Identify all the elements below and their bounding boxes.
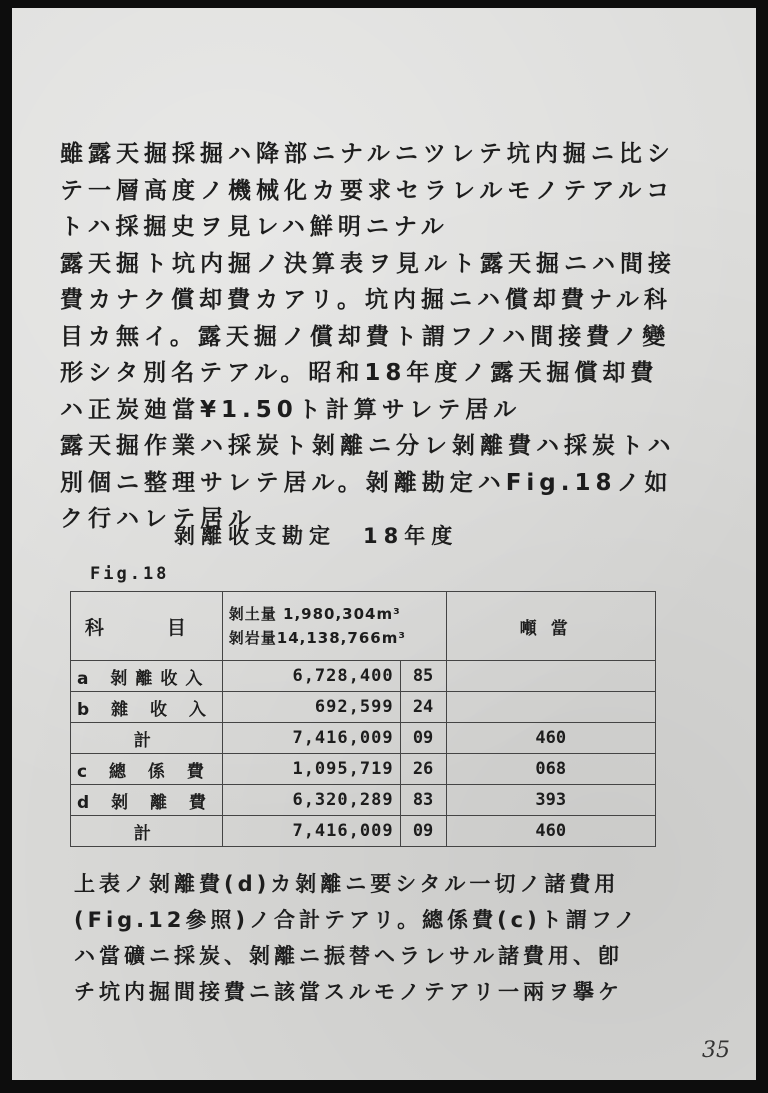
text-line: ハ當礦ニ採炭、剝離ニ振替ヘラレサル諸費用、卽 [74, 944, 623, 968]
row-fraction: 85 [400, 661, 446, 692]
row-note [446, 692, 655, 723]
text-line: 上表ノ剝離費(d)カ剝離ニ要シタル一切ノ諸費用 [74, 872, 620, 896]
after-table-text [74, 866, 694, 1010]
row-item: 計 [71, 816, 223, 847]
row-amount: 692,599 [222, 692, 400, 723]
row-note [446, 661, 655, 692]
row-amount: 6,320,289 [222, 785, 400, 816]
row-note: 460 [446, 723, 655, 754]
table-header-row [71, 592, 656, 661]
row-fraction: 09 [400, 816, 446, 847]
row-amount: 7,416,009 [222, 816, 400, 847]
row-item: d 剝 離 費 [71, 785, 223, 816]
body-text [60, 136, 676, 538]
text-line: 目カ無イ。露天掘ノ償却費ト謂フノハ間接費ノ變 [60, 323, 671, 350]
table-row [71, 692, 656, 723]
header-item: 科 目 [71, 592, 223, 661]
row-amount: 7,416,009 [222, 723, 400, 754]
row-item: b 雜 收 入 [71, 692, 223, 723]
text-line: トハ採掘史ヲ見レハ鮮明ニナル [60, 214, 449, 240]
header-values [222, 592, 446, 661]
row-fraction: 83 [400, 785, 446, 816]
row-item: 計 [71, 723, 223, 754]
row-note: 068 [446, 754, 655, 785]
ledger-table [70, 591, 656, 847]
figure-label: Fig.18 [90, 564, 170, 584]
row-fraction: 26 [400, 754, 446, 785]
row-fraction: 24 [400, 692, 446, 723]
table-row [71, 816, 656, 847]
text-line: 費カナク償却費カアリ。坑内掘ニハ償却費ナル科 [60, 287, 672, 313]
text-line: テ一層高度ノ機械化カ要求セラレルモノテアルコ [60, 177, 675, 204]
text-line: 形シタ別名テアル。昭和18年度ノ露天掘償却費 [60, 360, 659, 386]
header-note: 噸當 [446, 592, 655, 661]
table-row [71, 754, 656, 785]
row-amount: 1,095,719 [222, 754, 400, 785]
page-number: 35 [702, 1038, 730, 1063]
text-line: 露天掘ト坑内掘ノ決算表ヲ見ルト露天掘ニハ間接 [60, 250, 676, 277]
text-line: 雖露天掘採掘ハ降部ニナルニツレテ坑内掘ニ比シ [60, 141, 675, 167]
text-line: 露天掘作業ハ採炭ト剝離ニ分レ剝離費ハ採炭トハ [60, 433, 676, 459]
table-caption: 剝離收支勘定 18年度 [174, 524, 459, 548]
row-note: 460 [446, 816, 655, 847]
text-line: 別個ニ整理サレテ居ル。剝離勘定ハFig.18ノ如 [60, 469, 673, 496]
text-line: チ坑内掘間接費ニ該當スルモノテアリ一兩ヲ擧ケ [74, 980, 623, 1004]
row-note: 393 [446, 785, 655, 816]
text-line: ク行ハレテ居ル [60, 506, 256, 532]
text-line: (Fig.12參照)ノ合計テアリ。總係費(c)ト謂フノ [74, 908, 640, 932]
table-row [71, 723, 656, 754]
row-item: c 總 係 費 [71, 754, 223, 785]
table-row [71, 785, 656, 816]
row-fraction: 09 [400, 723, 446, 754]
table-row [71, 661, 656, 692]
text-line: ハ正炭廸當¥1.50ト計算サレテ居ル [60, 396, 522, 423]
header-value-line: 剝岩量14,138,766m³ [228, 629, 406, 647]
row-amount: 6,728,400 [222, 661, 400, 692]
header-value-line: 剝土量 1,980,304m³ [228, 605, 401, 623]
document-page [12, 8, 756, 1080]
row-item: a 剝離收入 [71, 661, 223, 692]
